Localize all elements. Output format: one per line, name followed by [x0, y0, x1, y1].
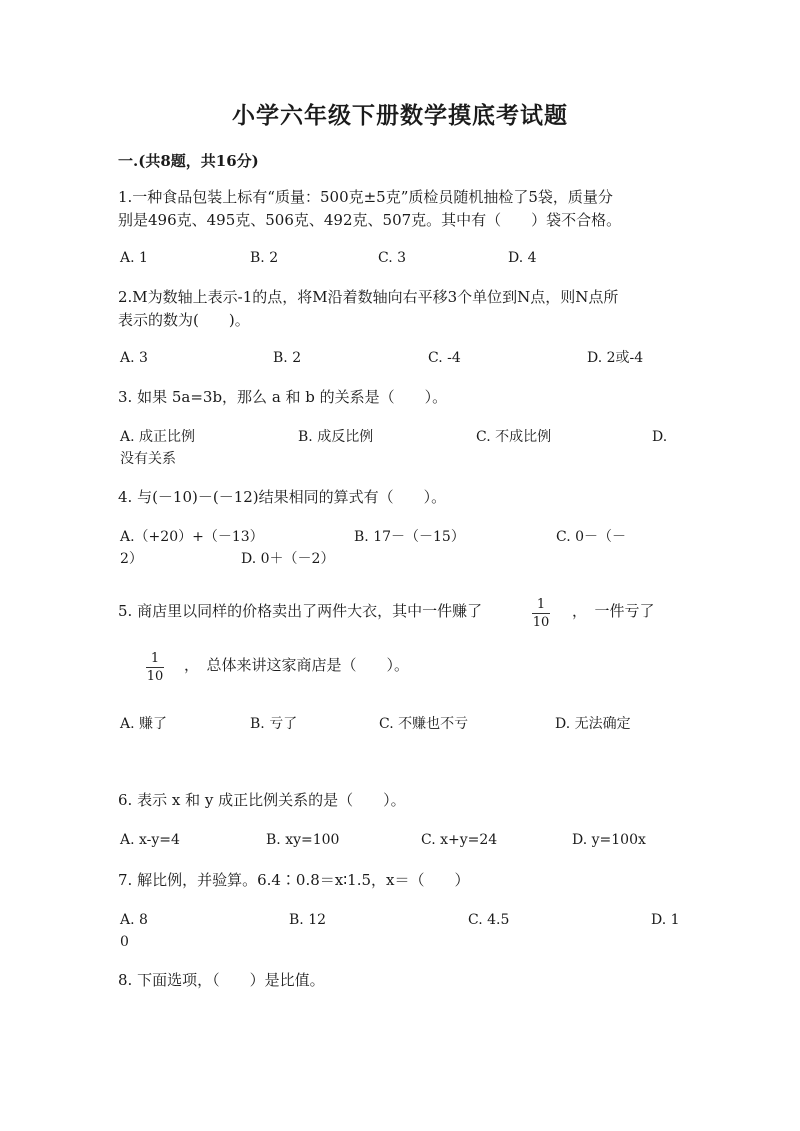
question-3-option-d-text: 没有关系 — [120, 451, 176, 467]
section-heading: 一.(共8题，共16分) — [118, 152, 259, 170]
fraction-denominator: 10 — [146, 669, 164, 684]
question-1-option-c: C. 3 — [378, 250, 407, 266]
fraction-one-tenth-1 — [532, 597, 550, 630]
fraction-denominator: 10 — [532, 615, 550, 630]
question-6-option-a: A. x-y=4 — [120, 832, 180, 848]
fraction-numerator: 1 — [536, 597, 546, 612]
question-2-option-b: B. 2 — [273, 350, 302, 366]
question-5-option-d: D. 无法确定 — [555, 716, 631, 732]
question-5-option-c: C. 不赚也不亏 — [379, 716, 469, 732]
question-2-option-c: C. -4 — [428, 350, 461, 366]
question-7-option-b: B. 12 — [289, 912, 327, 928]
question-4-option-a: A.（+20）+（－13） — [120, 529, 264, 545]
fraction-numerator: 1 — [150, 651, 160, 666]
question-7-option-d: D. 1 — [651, 912, 680, 928]
question-1-option-b: B. 2 — [250, 250, 279, 266]
question-5-option-b: B. 亏了 — [250, 716, 298, 732]
question-2-line-2: 表示的数为( )。 — [118, 311, 250, 329]
page-title: 小学六年级下册数学摸底考试题 — [232, 102, 568, 129]
question-3-option-c: C. 不成比例 — [476, 429, 552, 445]
fraction-one-tenth-2 — [146, 651, 164, 684]
question-1-option-d: D. 4 — [508, 250, 537, 266]
question-1-option-a: A. 1 — [120, 250, 148, 266]
question-3-line-1: 3. 如果 5a=3b，那么 a 和 b 的关系是（ ）。 — [118, 388, 448, 406]
question-5-part-3: ， 总体来讲这家商店是（ ）。 — [184, 656, 410, 674]
question-6-option-b: B. xy=100 — [266, 832, 340, 848]
fraction-bar — [532, 613, 550, 614]
question-3-option-a: A. 成正比例 — [120, 429, 196, 445]
question-2-line-1: 2.M为数轴上表示-1的点，将M沿着数轴向右平移3个单位到N点，则N点所 — [118, 288, 619, 306]
question-7-option-d-cont: 0 — [120, 934, 129, 950]
question-5-part-2: ， 一件亏了 — [572, 602, 655, 620]
question-4-option-c: C. 0－（－ — [556, 529, 627, 545]
question-3-option-b: B. 成反比例 — [298, 429, 374, 445]
question-8-line-1: 8. 下面选项，（ ）是比值。 — [118, 971, 325, 989]
question-4-line-1: 4. 与(－10)－(－12)结果相同的算式有（ ）。 — [118, 488, 447, 506]
question-7-option-c: C. 4.5 — [468, 912, 510, 928]
question-4-option-d: D. 0＋（－2） — [241, 551, 335, 567]
question-5-part-1: 5. 商店里以同样的价格卖出了两件大衣，其中一件赚了 — [118, 602, 483, 620]
question-7-option-a: A. 8 — [120, 912, 148, 928]
question-6-option-d: D. y=100x — [572, 832, 646, 848]
question-7-line-1: 7. 解比例，并验算。6.4∶0.8＝x∶1.5，x＝（ ） — [118, 871, 470, 889]
question-1-line-1: 1.一种食品包装上标有“质量：500克±5克”质检员随机抽检了5袋，质量分 — [118, 188, 613, 206]
fraction-bar — [146, 667, 164, 668]
question-3-option-d: D. — [652, 429, 668, 445]
question-5-option-a: A. 赚了 — [120, 716, 168, 732]
question-4-option-b: B. 17－（－15） — [354, 529, 465, 545]
question-4-option-c-cont: 2） — [120, 551, 143, 567]
question-2-option-a: A. 3 — [120, 350, 148, 366]
question-2-option-d: D. 2或-4 — [587, 350, 644, 366]
question-1-line-2: 别是496克、495克、506克、492克、507克。其中有（ ）袋不合格。 — [118, 211, 622, 229]
question-6-line-1: 6. 表示 x 和 y 成正比例关系的是（ ）。 — [118, 791, 406, 809]
question-6-option-c: C. x+y=24 — [421, 832, 498, 848]
